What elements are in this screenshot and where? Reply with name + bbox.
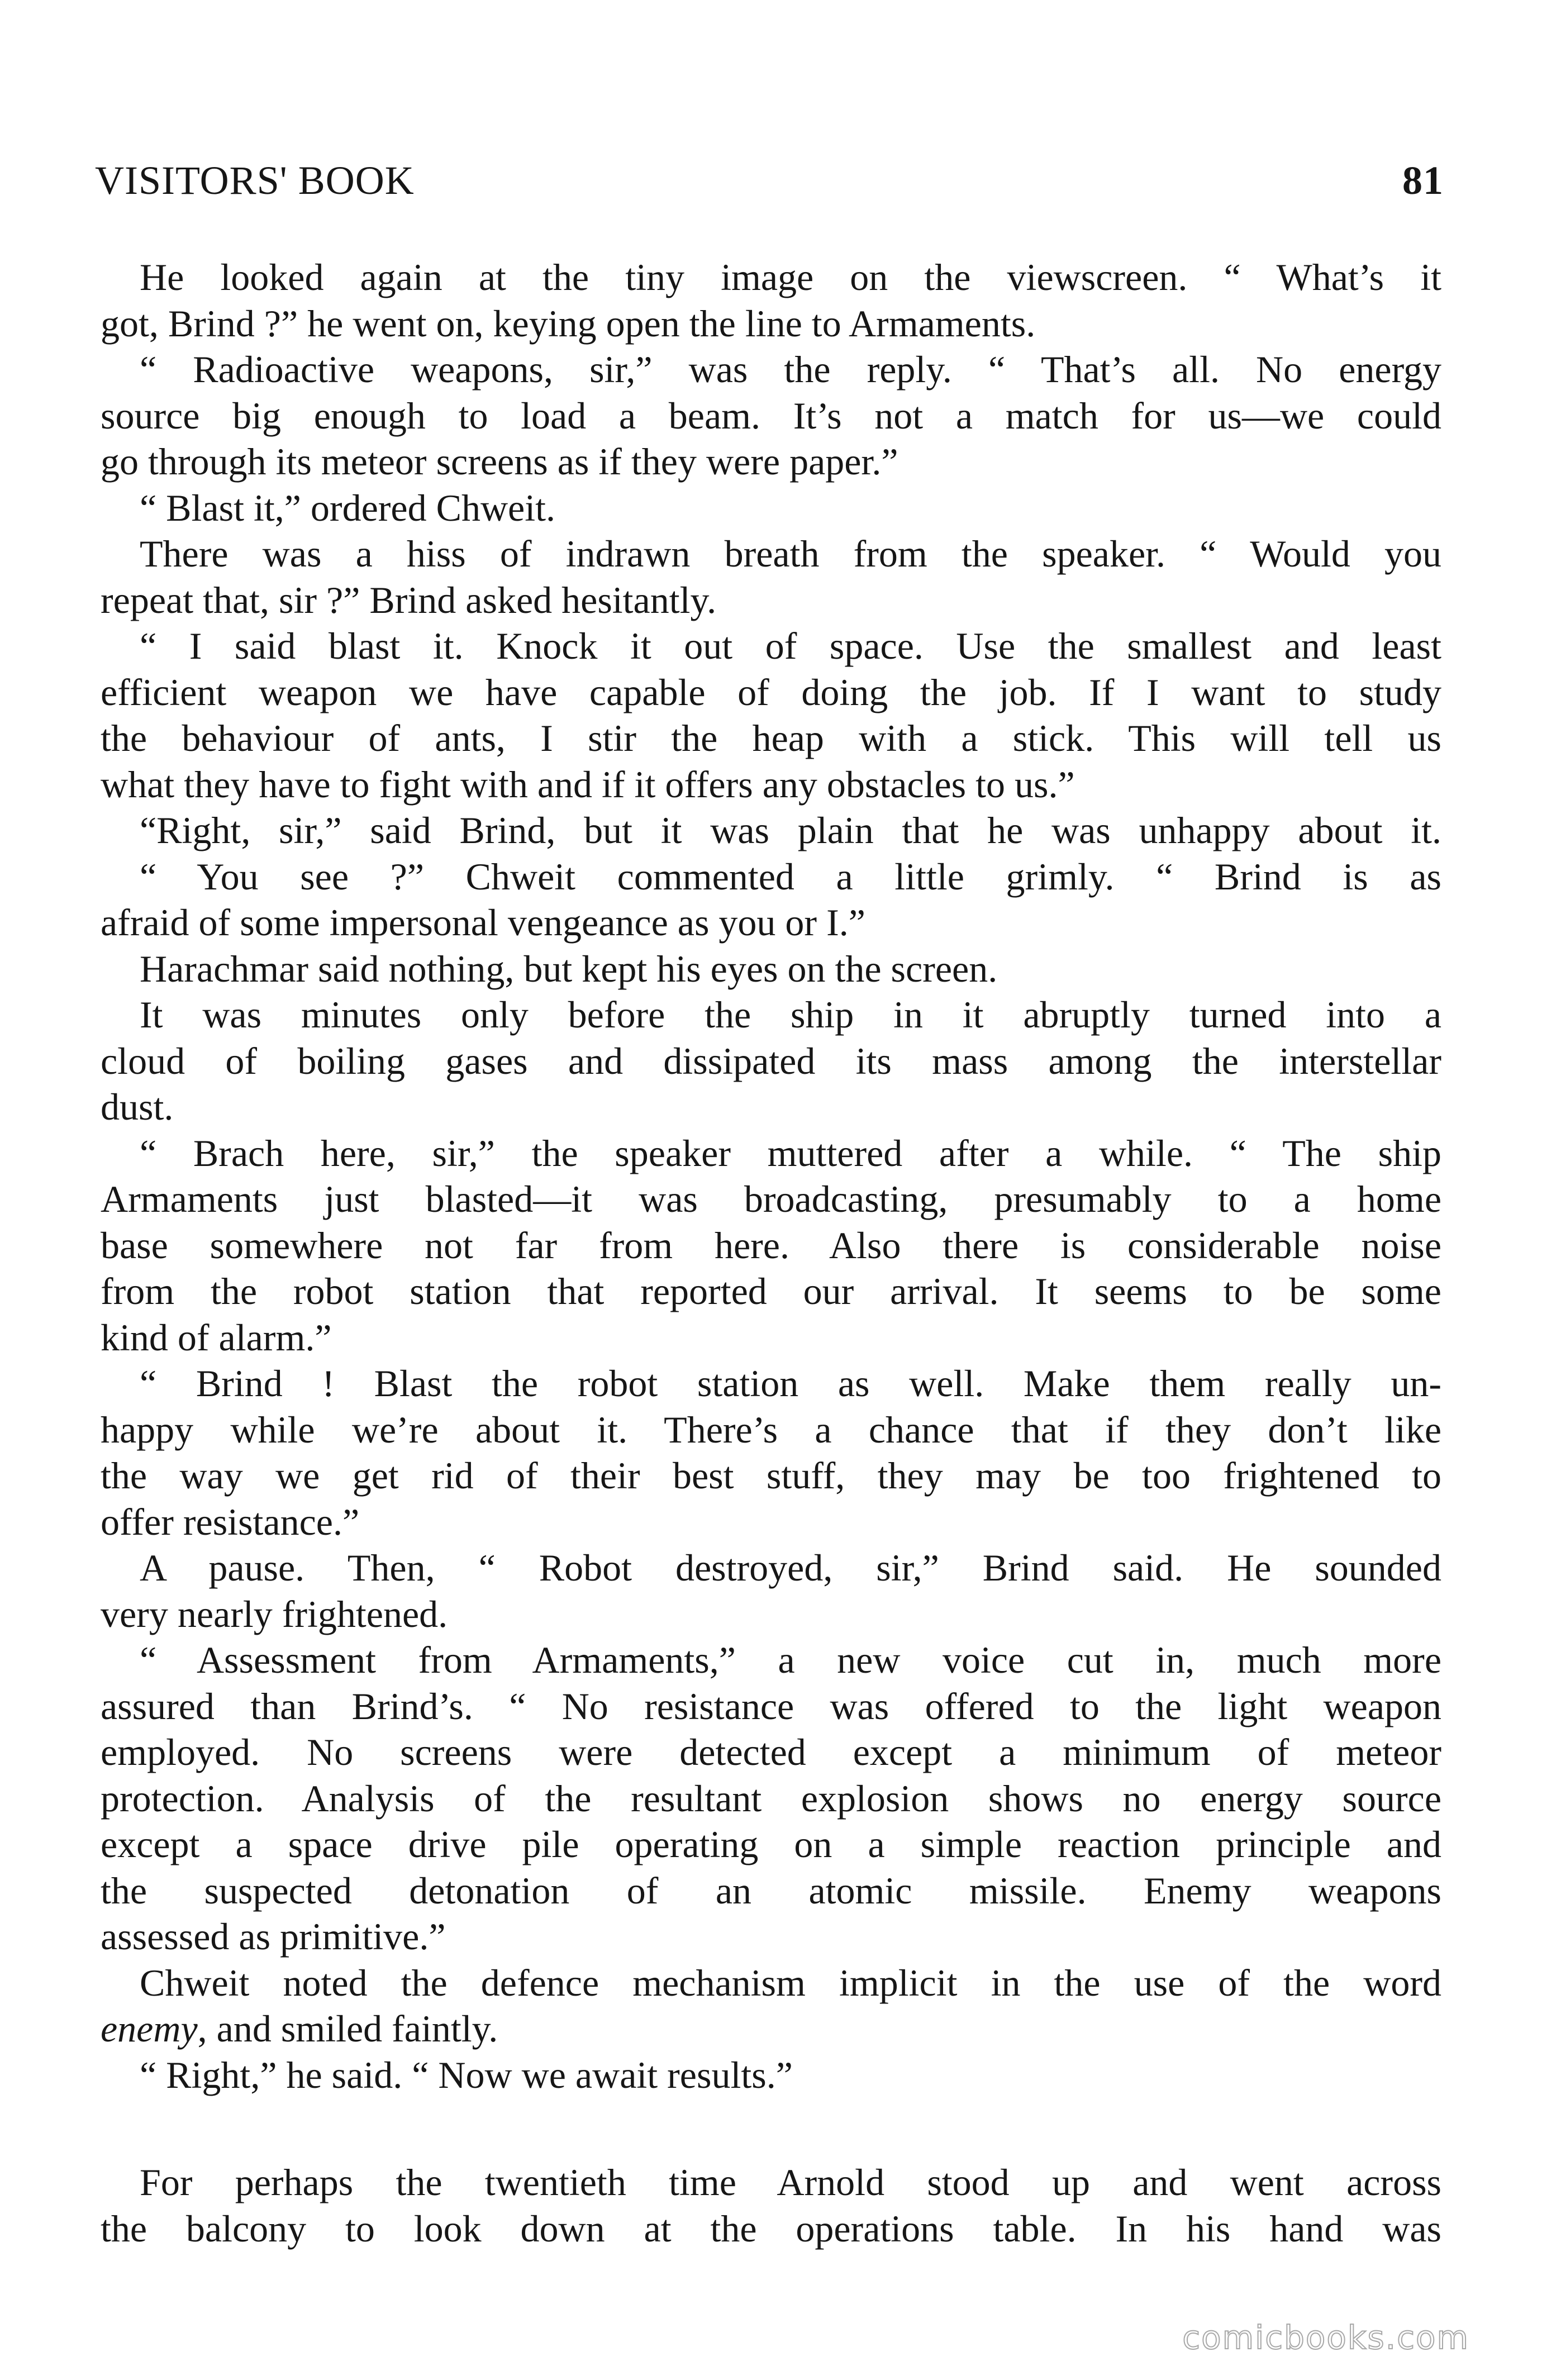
line-text: source big enough to load a beam. It’s not a match for us—we could	[101, 394, 1441, 437]
text-line	[101, 807, 1441, 854]
text-line	[101, 254, 1441, 301]
line-text: employed. No screens were detected except a minimum of meteor	[101, 1731, 1441, 1773]
section-break	[101, 2098, 1441, 2159]
text-line	[101, 1222, 1441, 1269]
text-line	[101, 346, 1441, 393]
line-text: except a space drive pile operating on a simple reaction principle and	[101, 1823, 1441, 1865]
text-line	[101, 992, 1441, 1038]
line-text: There was a hiss of indrawn breath from the speaker. “ Would you	[140, 532, 1441, 575]
text-line	[101, 1038, 1441, 1084]
line-text: assured than Brind’s. “ No resistance was offered to the light weapon	[101, 1684, 1441, 1727]
text-line	[101, 623, 1441, 669]
line-text: For perhaps the twentieth time Arnold stood up and went across	[140, 2161, 1441, 2203]
line-text: from the robot station that reported our arrival. It seems to be some	[101, 1270, 1441, 1312]
italic-para-tail: , and smiled faintly.	[197, 2007, 498, 2050]
line-text: Armaments just blasted—it was broadcasting, presumably to a home	[101, 1178, 1441, 1220]
running-title: VISITORS' BOOK	[95, 158, 415, 203]
line-text: efficient weapon we have capable of doing the job. If I want to study	[101, 670, 1441, 713]
line-text: got, Brind ?” he went on, keying open the line to Armaments.	[101, 302, 1036, 345]
text-line	[101, 1407, 1441, 1453]
text-line	[101, 669, 1441, 716]
text-line	[101, 761, 1441, 808]
line-text: A pause. Then, “ Robot destroyed, sir,” Brind said. He sounded	[140, 1546, 1441, 1589]
text-line	[101, 1683, 1441, 1730]
text-line	[101, 393, 1441, 439]
italic-word: enemy	[101, 2007, 198, 2050]
line-text: offer resistance.”	[101, 1500, 360, 1543]
text-line	[101, 1130, 1441, 1177]
text-line	[101, 1499, 1441, 1545]
line-text: what they have to fight with and if it offers any obstacles to us.”	[101, 763, 1075, 806]
line-text: the way we get rid of their best stuff, they may be too frightened to	[101, 1454, 1441, 1497]
line-text: “ Brach here, sir,” the speaker muttered after a while. “ The ship	[140, 1131, 1441, 1174]
body-text	[101, 254, 1441, 2252]
page-number: 81	[1402, 158, 1444, 203]
line-text: go through its meteor screens as if they were paper.”	[101, 440, 898, 483]
text-line	[101, 1868, 1441, 1914]
text-line	[101, 1776, 1441, 1822]
text-line	[101, 899, 1441, 946]
line-text: It was minutes only before the ship in it abruptly turned into a	[140, 993, 1441, 1036]
text-line	[101, 1360, 1441, 1407]
text-line	[101, 1591, 1441, 1638]
closing-line: “ Right,” he said. “ Now we await results.”	[140, 2053, 793, 2096]
line-text: cloud of boiling gases and dissipated its mass among the interstellar	[101, 1039, 1441, 1082]
text-line	[101, 1637, 1441, 1683]
line-text: dust.	[101, 1086, 174, 1128]
line-text: assessed as primitive.”	[101, 1915, 446, 1958]
line-text: “ You see ?” Chweit commented a little grimly. “ Brind is as	[140, 855, 1441, 898]
italic-para-line: Chweit noted the defence mechanism implicit in the use of the word	[140, 1961, 1441, 2004]
text-line	[101, 715, 1441, 761]
line-text: “ Blast it,” ordered Chweit.	[140, 486, 556, 529]
text-line	[101, 301, 1441, 347]
line-text: Harachmar said nothing, but kept his eyes on the screen.	[140, 947, 998, 990]
line-text: the suspected detonation of an atomic missile. Enemy weapons	[101, 1869, 1441, 1912]
text-line	[101, 1821, 1441, 1868]
text-line	[101, 1913, 1441, 1960]
text-line	[101, 1315, 1441, 1361]
line-text: “ I said blast it. Knock it out of space. Use the smallest and least	[140, 625, 1441, 667]
line-text: “Right, sir,” said Brind, but it was plain that he was unhappy about it.	[140, 809, 1441, 851]
text-line	[101, 531, 1441, 577]
text-line	[101, 2206, 1441, 2252]
line-text: protection. Analysis of the resultant explosion shows no energy source	[101, 1777, 1441, 1820]
text-line	[101, 577, 1441, 623]
line-text: “ Assessment from Armaments,” a new voice cut in, much more	[140, 1639, 1441, 1681]
line-text: He looked again at the tiny image on the viewscreen. “ What’s it	[140, 256, 1441, 298]
text-line	[101, 1545, 1441, 1591]
watermark: comicbooks.com	[1182, 2319, 1469, 2357]
text-line	[101, 2052, 1441, 2098]
line-text: happy while we’re about it. There’s a chance that if they don’t like	[101, 1408, 1441, 1451]
text-line	[101, 1268, 1441, 1315]
text-line	[101, 485, 1441, 531]
line-text: “ Radioactive weapons, sir,” was the reply. “ That’s all. No energy	[140, 348, 1441, 391]
final-lines	[101, 2159, 1441, 2252]
main-lines	[101, 254, 1441, 1960]
text-line	[101, 1453, 1441, 1499]
line-text: the balcony to look down at the operations table. In his hand was	[101, 2207, 1441, 2250]
line-text: repeat that, sir ?” Brind asked hesitantly.	[101, 578, 717, 621]
text-line	[101, 854, 1441, 900]
line-text: “ Brind ! Blast the robot station as well. Make them really un-	[140, 1362, 1441, 1405]
line-text: base somewhere not far from here. Also there is considerable noise	[101, 1224, 1441, 1267]
text-line	[101, 946, 1441, 992]
line-text: afraid of some impersonal vengeance as you or I.”	[101, 901, 865, 944]
text-line	[101, 2006, 1441, 2052]
text-line	[101, 2159, 1441, 2206]
line-text: the behaviour of ants, I stir the heap with a stick. This will tell us	[101, 717, 1441, 759]
text-line	[101, 1729, 1441, 1776]
line-text: very nearly frightened.	[101, 1592, 448, 1635]
text-line	[101, 1176, 1441, 1222]
line-text: kind of alarm.”	[101, 1316, 332, 1359]
text-line	[101, 439, 1441, 485]
text-line	[101, 1960, 1441, 2006]
text-line	[101, 1084, 1441, 1130]
running-header	[95, 158, 1444, 208]
